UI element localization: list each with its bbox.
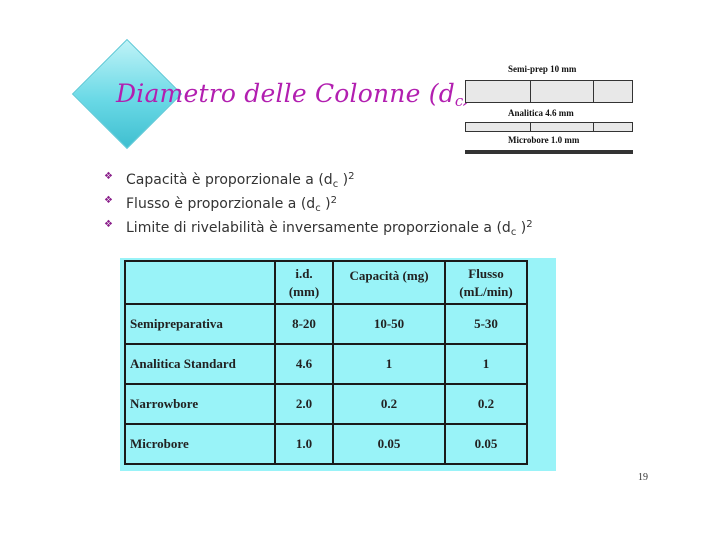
bullet-text-end: ) <box>338 172 349 188</box>
column-table-panel <box>120 258 556 471</box>
bullet-subscript: c <box>332 179 339 190</box>
table-header-cell: i.d. (mm) <box>275 261 333 304</box>
table-cell: Semipreparativa <box>125 304 275 344</box>
column-diagram-microbore <box>465 150 633 154</box>
table-cell: 10-50 <box>333 304 445 344</box>
table-cell: 0.2 <box>445 384 527 424</box>
column-table <box>124 260 528 465</box>
column-label-semiprep: Semi-prep 10 mm <box>508 64 577 74</box>
table-row <box>125 344 527 384</box>
bullet-exponent: 2 <box>348 171 355 182</box>
bullet-subscript: c <box>315 203 321 214</box>
diamond-bullet-icon: ❖ <box>104 171 113 182</box>
bullet-exponent: 2 <box>330 195 337 206</box>
table-row <box>125 304 527 344</box>
bullet-subscript: c <box>510 227 517 238</box>
table-cell: 2.0 <box>275 384 333 424</box>
column-diagram-semiprep <box>465 80 633 103</box>
table-header-cell: Flusso (mL/min) <box>445 261 527 304</box>
table-cell: 1 <box>333 344 445 384</box>
bullet-item-capacita <box>104 165 533 189</box>
table-cell: Microbore <box>125 424 275 464</box>
slide-title-subscript: c <box>454 92 464 110</box>
bullet-exponent: 2 <box>526 219 533 230</box>
table-header-row <box>125 261 527 304</box>
table-cell: 0.05 <box>333 424 445 464</box>
bullet-text-end: ) <box>320 196 331 212</box>
bullet-item-flusso <box>104 189 533 213</box>
page-number: 19 <box>638 472 648 483</box>
diamond-bullet-icon: ❖ <box>104 219 113 230</box>
table-cell: 0.2 <box>333 384 445 424</box>
slide-title-text: Diametro delle Colonne (d <box>116 79 455 108</box>
table-row <box>125 424 527 464</box>
table-cell: 1.0 <box>275 424 333 464</box>
diamond-bullet-icon: ❖ <box>104 195 113 206</box>
table-header-cell <box>125 261 275 304</box>
column-label-microbore: Microbore 1.0 mm <box>508 135 580 145</box>
table-cell: 5-30 <box>445 304 527 344</box>
bullet-list <box>104 165 533 237</box>
bullet-text: Capacità è proporzionale a (d <box>126 172 333 188</box>
table-cell: Narrowbore <box>125 384 275 424</box>
bullet-text-end: ) <box>516 220 527 236</box>
table-cell: 1 <box>445 344 527 384</box>
bullet-text: Flusso è proporzionale a (d <box>126 196 316 212</box>
table-cell: 8-20 <box>275 304 333 344</box>
bullet-item-limite <box>104 213 533 237</box>
table-row <box>125 384 527 424</box>
bullet-text: Limite di rivelabilità è inversamente proporzionale a (d <box>126 220 511 236</box>
slide-title <box>116 79 473 110</box>
table-cell: Analitica Standard <box>125 344 275 384</box>
table-header-cell: Capacità (mg) <box>333 261 445 304</box>
table-cell: 4.6 <box>275 344 333 384</box>
column-label-analitica: Analitica 4.6 mm <box>508 108 574 118</box>
table-cell: 0.05 <box>445 424 527 464</box>
column-diagram-analitica <box>465 122 633 132</box>
